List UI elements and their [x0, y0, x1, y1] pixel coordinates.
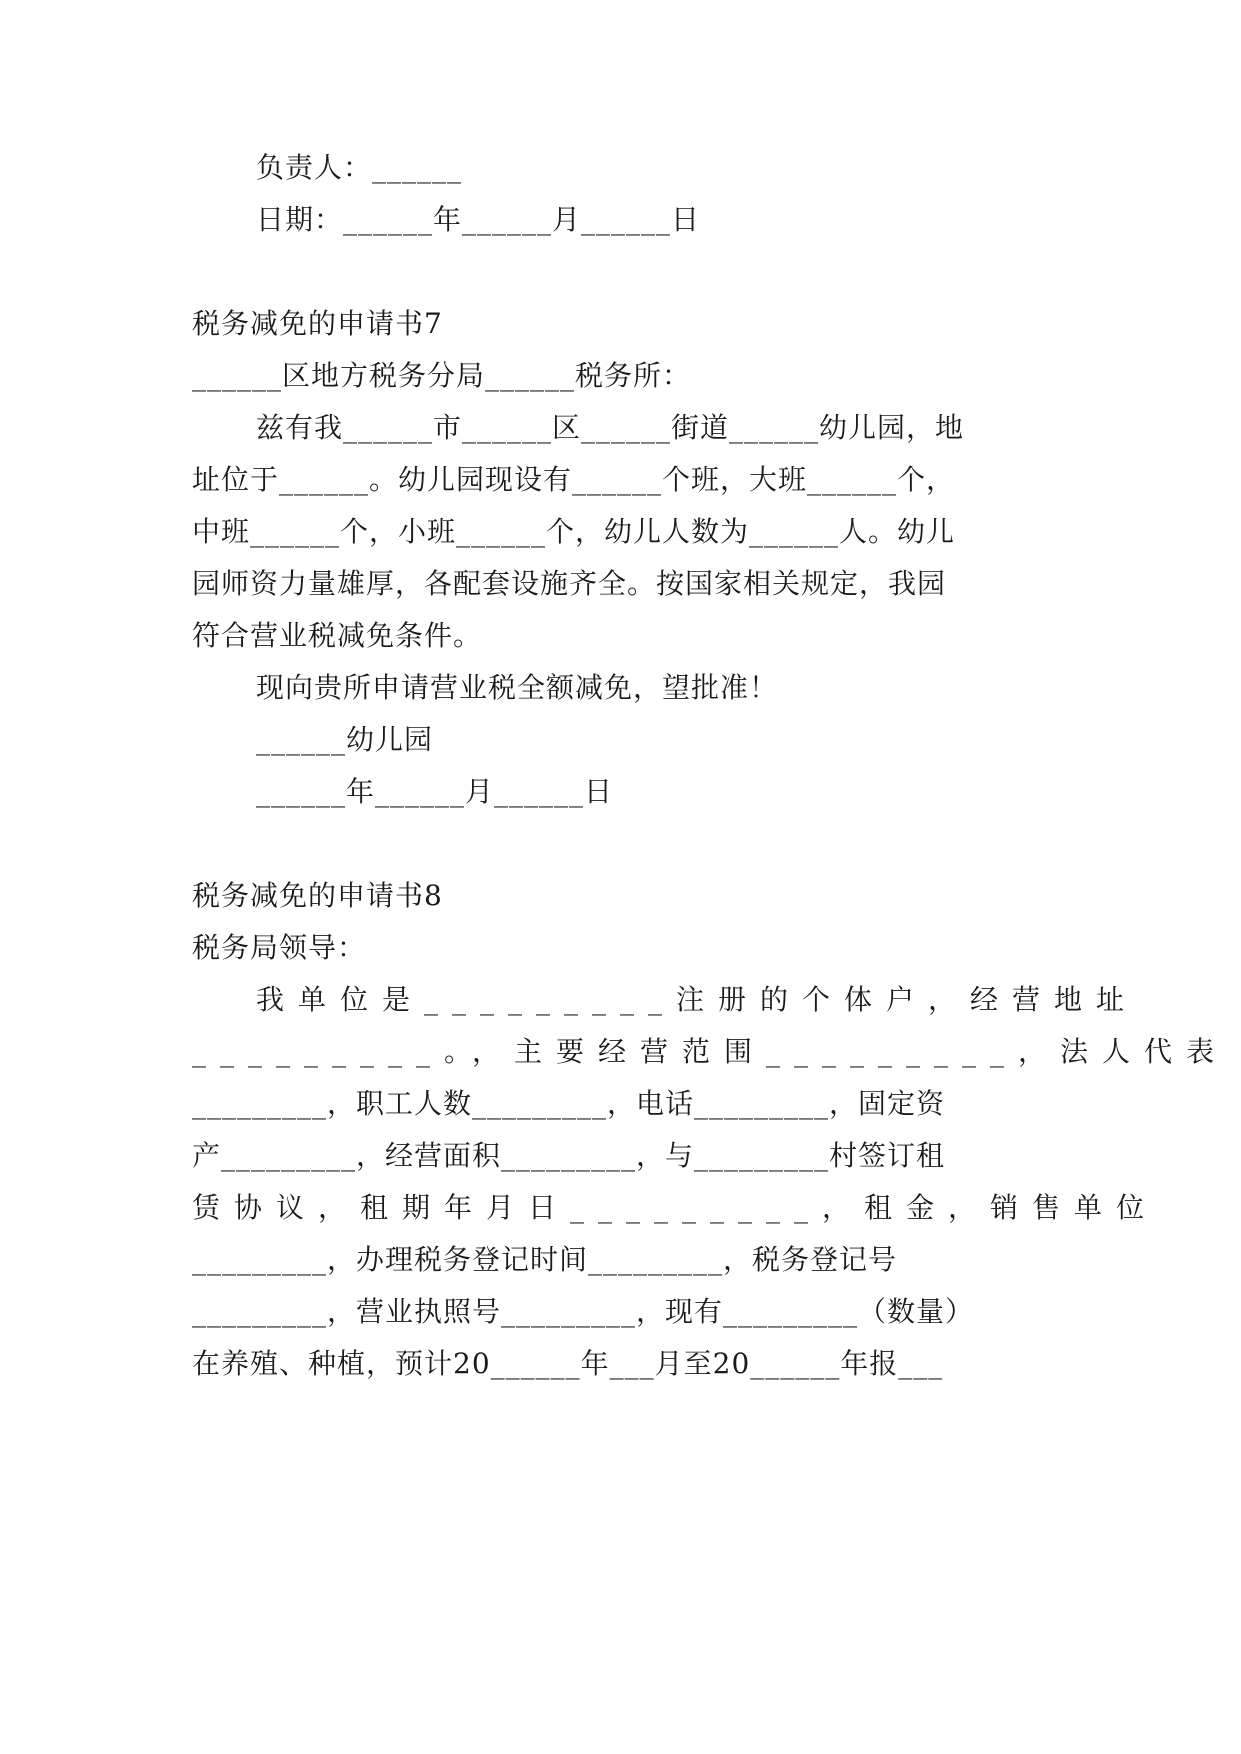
- request-line-7: 现向贵所申请营业税全额减免，望批准！: [256, 671, 779, 704]
- responsible-person-line: 负责人：______: [256, 151, 463, 184]
- body-line-8-1: 我单位是_________注册的个体户，经营地址: [256, 983, 1139, 1016]
- body-line-7-3: 中班______个，小班______个，幼儿人数为______人。幼儿: [192, 515, 956, 548]
- body-line-7-5: 符合营业税减免条件。: [192, 619, 483, 652]
- body-line-7-1: 兹有我______市______区______街道______幼儿园，地: [256, 411, 965, 444]
- signature-date-7: ______年______月______日: [256, 775, 614, 808]
- body-line-8-8: 在养殖、种植，预计20______年___月至20______年报___: [192, 1347, 944, 1380]
- body-line-7-2: 址位于______。幼儿园现设有______个班，大班______个，: [192, 463, 956, 496]
- body-line-8-2: _________。，主要经营范围_________，法人代表: [192, 1035, 1229, 1068]
- section-title-8: 税务减免的申请书8: [192, 879, 443, 912]
- body-line-8-5: 赁协议，租期年月日_________，租金，销售单位: [192, 1191, 1159, 1224]
- date-line: 日期：______年______月______日: [256, 203, 701, 236]
- body-line-8-6: _________，办理税务登记时间_________，税务登记号: [192, 1243, 898, 1276]
- addressee-line-7: ______区地方税务分局______税务所：: [192, 359, 692, 392]
- signature-line-7: ______幼儿园: [256, 723, 434, 756]
- section-title-7: 税务减免的申请书7: [192, 307, 443, 340]
- body-line-8-3: _________，职工人数_________，电话_________，固定资: [192, 1087, 946, 1120]
- body-line-7-4: 园师资力量雄厚，各配套设施齐全。按国家相关规定，我园: [192, 567, 947, 600]
- body-line-8-4: 产_________，经营面积_________，与_________村签订租: [192, 1139, 946, 1172]
- addressee-line-8: 税务局领导：: [192, 931, 367, 964]
- body-line-8-7: _________，营业执照号_________，现有_________（数量）: [192, 1295, 975, 1328]
